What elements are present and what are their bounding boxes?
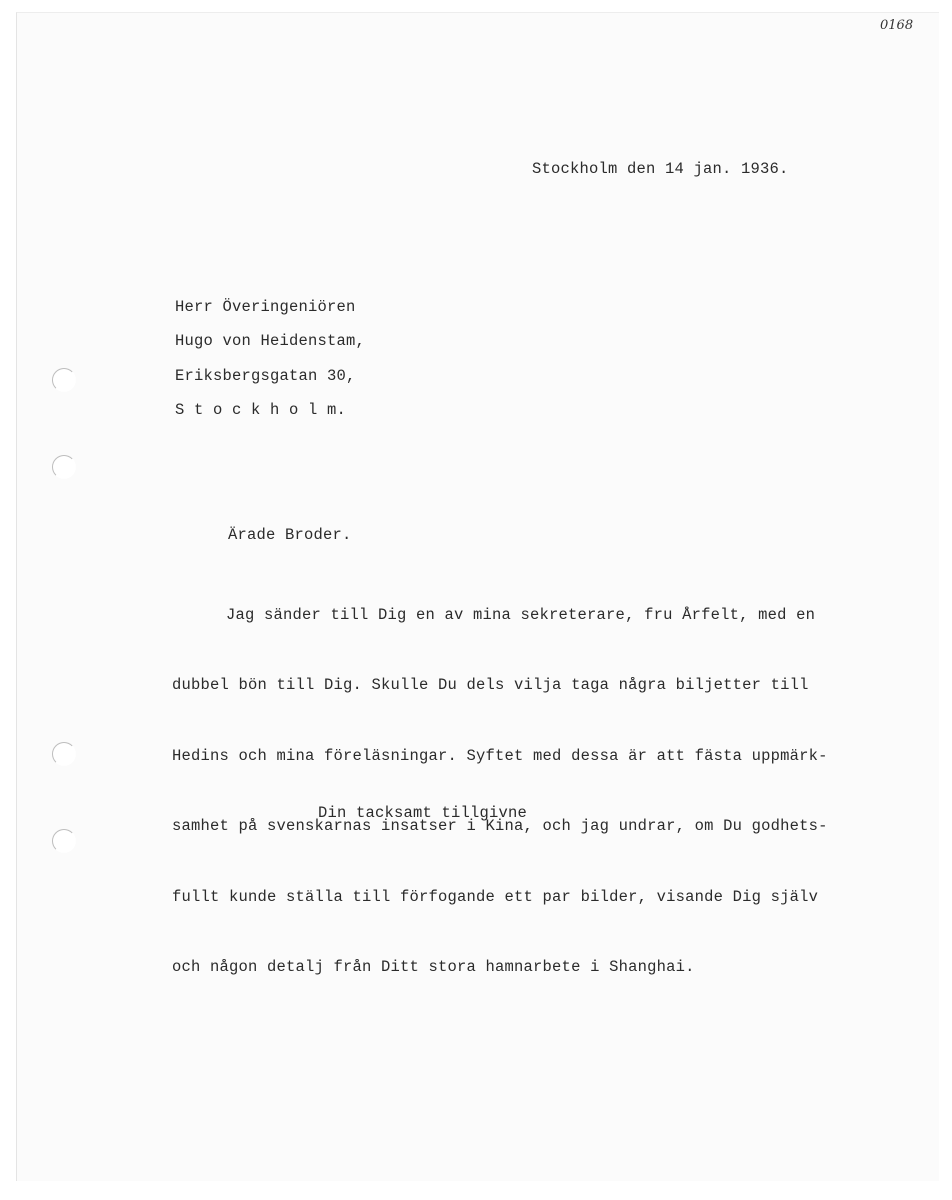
punch-hole — [52, 742, 76, 766]
closing: Din tacksamt tillgivne — [318, 804, 528, 822]
date-line: Stockholm den 14 jan. 1936. — [532, 160, 789, 178]
body-line: Jag sänder till Dig en av mina sekreterare, fru Årfelt, med en — [226, 606, 816, 624]
punch-hole — [52, 368, 76, 392]
salutation: Ärade Broder. — [228, 526, 352, 544]
recipient-name: Hugo von Heidenstam, — [175, 332, 366, 350]
punch-hole — [52, 829, 76, 853]
body-line: fullt kunde ställa till förfogande ett par bilder, visande Dig själv — [172, 887, 819, 906]
recipient-street: Eriksbergsgatan 30, — [175, 367, 356, 385]
letter-body — [172, 562, 892, 1020]
body-line: samhet på svenskarnas insatser i Kina, och jag undrar, om Du godhets- — [172, 817, 828, 836]
body-line: och någon detalj från Ditt stora hamnarbete i Shanghai. — [172, 957, 695, 976]
body-line: Hedins och mina föreläsningar. Syftet med dessa är att fästa uppmärk- — [172, 746, 828, 765]
recipient-title: Herr Överingeniören — [175, 298, 356, 316]
recipient-city: S t o c k h o l m. — [175, 401, 347, 419]
folio-number: 0168 — [880, 18, 914, 33]
punch-hole — [52, 455, 76, 479]
body-line: dubbel bön till Dig. Skulle Du dels vilja taga några biljetter till — [172, 676, 809, 695]
